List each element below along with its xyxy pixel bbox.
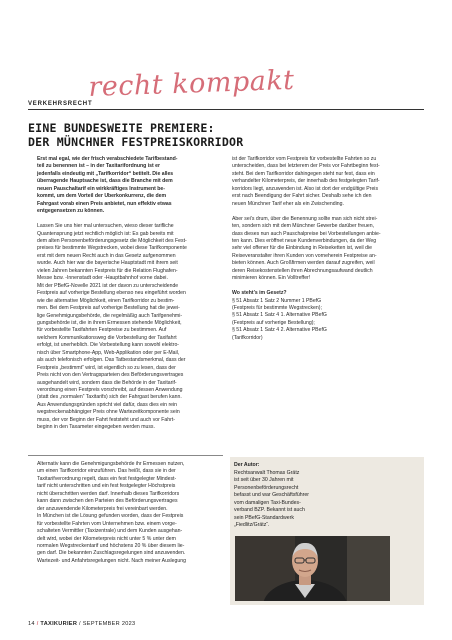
- law-heading: Wo steht’s im Gesetz?: [232, 290, 287, 297]
- text-line: (Festpreis auf vorherige Bestellung);: [232, 319, 315, 326]
- text-line: (Tarifkorridor): [232, 334, 263, 341]
- text-line: sein PBefG-Standardwerk: [234, 514, 294, 521]
- text-line: wie die alternative Möglichkeit, einen Tarifkorridor zu bestim-: [37, 297, 175, 304]
- text-line: [37, 216, 219, 223]
- text-line: Lassen Sie uns hier mal untersuchen, wieso dieser tarifliche: [37, 223, 174, 230]
- text-line: ist der Tarifkorridor vom Festpreis für vorbestellte Fahrten so zu: [232, 156, 377, 162]
- author-info: [234, 462, 309, 530]
- text-line: der anzuwendende Kilometerpreis frei vereinbart werden.: [37, 505, 168, 512]
- text-line: jedenfalls eindeutig mit „Tarifkorridor“ betitelt. Die alles: [37, 170, 174, 177]
- text-line: Festpreis auf vorherige Bestellung ebenso neu eingeführt worden: [37, 290, 186, 297]
- text-line: gungsbehörde ist, die in ihrem Ermessen stehende Möglichkeit,: [37, 319, 182, 326]
- text-line: neuen Pauschaltarif ein wirkkräftiges Instrument be-: [37, 185, 165, 192]
- text-line: vom damaligen Taxi-Bundes-: [234, 499, 301, 506]
- left-column: [37, 156, 219, 432]
- text-line: Taxitarifverordnung regelt, dass ein fest festgelegter Mindest-: [37, 475, 177, 482]
- text-line: Preis nicht von den Vertragsparteien des Beförderungsvertrages: [37, 372, 184, 379]
- text-line: Wartezeit- und Anfahrtsregelungen nicht. Nach meiner Auslegung: [37, 557, 186, 564]
- headline-line-1: EINE BUNDESWEITE PREMIERE:: [28, 121, 215, 135]
- text-line: [232, 208, 428, 215]
- text-line: verordnung einen Festpreis vorschreibt, auf dessen Anwendung: [37, 387, 183, 394]
- text-line: bieten können. Auch Großfirmen werden darauf zugreifen, weil: [232, 260, 375, 267]
- text-line: schalteten Vermittler (Taxizentrale) und dem Kunden ausgehan-: [37, 528, 183, 535]
- text-line: deren Reisekostenstellen ihren Abrechnungsaufwand deutlich: [232, 267, 373, 274]
- text-line: erfolgt, ist unerheblich. Die Vorbestellung kann sowohl elektro-: [37, 342, 180, 349]
- headline: [28, 121, 424, 149]
- text-line: nicht überschritten werden darf. Innerhalb dieses Tarifkorridors: [37, 490, 180, 497]
- text-line: steht. Bei dem Tarifkorridor dahingegen steht nur fest, dass ein: [232, 170, 375, 177]
- text-line: Aus Anwendungsgründen spricht viel dafür, dass dies ein rein: [37, 401, 178, 408]
- text-line: überragende Hauptsache ist, dass die Branche mit dem: [37, 178, 173, 185]
- text-line: kommt, um dem Vorteil der Uberkonkurrenz, die dem: [37, 193, 167, 200]
- text-line: muss, der vor Beginn der Fahrt feststeht und auch vor Fahrt-: [37, 416, 176, 423]
- text-line: Festpreis „bestimmt“ wird, ist eigentlich so zu lesen, dass der: [37, 364, 176, 371]
- text-line: preises für bestimmte Wegstrecken, wobei diese Tarifkomponente: [37, 245, 187, 252]
- text-line: § 51 Absatz 1 Satz 2 Nummer 1 PBefG: [232, 297, 322, 304]
- right-column-body: [232, 156, 428, 290]
- text-line: als auch telefonisch erfolgen. Das Tatbestandsmerkmal, dass der: [37, 357, 186, 364]
- section-label: VERKEHRSRECHT: [28, 101, 93, 107]
- text-line: Rechtsanwalt Thomas Grätz: [234, 469, 300, 476]
- text-line: für vorbestellte Taxifahrten Festpreise zu bestimmen. Auf: [37, 327, 167, 334]
- law-references: [232, 298, 428, 343]
- text-line: dass dieses nun auch Pauschalpreise bei Vorbestellungen anbie-: [232, 230, 381, 237]
- text-line: um einen Tarifkorridor einzuführen. Das heißt, dass sie in der: [37, 468, 176, 475]
- text-line: Messe bzw. -Innenstadt oder -Hauptbahnhof vorne dabei.: [37, 275, 168, 282]
- left-column-lower: [37, 461, 219, 565]
- page-footer: [28, 621, 135, 627]
- text-line: Reiseveranstalter ihren Kunden von vorneherein Festpreise an-: [232, 252, 377, 259]
- text-line: wegstreckenabhängiger Preis ohne Wartezeitkomponente sein: [37, 409, 180, 416]
- text-line: erst nach Beendigung der Fahrt sicher. Deshalb sehe ich den: [232, 193, 372, 200]
- text-line: normalen Wegstreckentarif und höchstens 20 % über diesem lie-: [37, 542, 185, 549]
- magazine-name: TAXIKURIER: [40, 621, 78, 627]
- text-line: für vorbestellte Fahrten vom Unternehmen bzw. einem vorge-: [37, 520, 177, 527]
- author-bio: [234, 470, 309, 530]
- text-line: verhandelter Kilometerpreis, der innerhalb des festgelegten Tarif-: [232, 178, 380, 185]
- text-line: nisch über Smartphone-App, Web-Applikation oder per E-Mail,: [37, 349, 180, 356]
- text-line: Personenbeförderungsrecht: [234, 484, 299, 491]
- headline-line-2: DER MÜNCHNER FESTPREISKORRIDOR: [28, 135, 244, 149]
- author-portrait-icon: [235, 536, 390, 601]
- text-line: welchem Kommunikationsweg die Vorbestellung der Taxifahrt: [37, 334, 177, 341]
- text-line: ausgehandelt wird, sondern dass die Behörde in der Taxitarif-: [37, 379, 177, 386]
- text-line: unterscheiden, dass bei letzterem der Preis vor Fahrtbeginn fest-: [232, 163, 380, 170]
- page-number: 14: [28, 621, 35, 627]
- text-line: Aber sei’s drum, über die Benennung sollte man sich nicht strei-: [232, 215, 378, 222]
- text-line: korridors liegt, anzuwenden ist. Also ist dort der endgültige Preis: [232, 185, 379, 192]
- section-rule: [28, 109, 424, 110]
- text-line: Mit der PBefG-Novelle 2021 ist der davon zu unterscheidende: [37, 282, 179, 289]
- text-line: dem alten Personenbeförderungsgesetz die Möglichkeit des Fest-: [37, 237, 187, 244]
- footer-separator: /: [36, 621, 41, 627]
- text-line: ten kann. Dies eröffnet neue Kundenverbindungen, da der Weg: [232, 237, 377, 244]
- text-line: befasst und war Geschäftsführer: [234, 492, 309, 498]
- footer-separator-2: /: [79, 621, 83, 627]
- text-line: „Fiedlitz/Grätz“.: [234, 522, 270, 528]
- text-line: neuen Münchner Tarif eher als ein Zwischending.: [232, 200, 344, 207]
- text-line: entgegensetzen zu können.: [37, 208, 105, 215]
- text-line: teil zu benennen ist – in der Taxitarifordnung ist er: [37, 163, 161, 170]
- right-column: [232, 156, 428, 342]
- text-line: Fahrgast vorab einen Preis anbietet, nun effektiv etwas: [37, 200, 172, 207]
- text-line: men. Bei dem Festpreis auf vorherige Bestellung hat die jewei-: [37, 305, 180, 312]
- issue-date: SEPTEMBER 2023: [82, 621, 136, 627]
- text-line: ist seit über 30 Jahren mit: [234, 477, 294, 483]
- text-line: wurde. Auch hier war die bayerische Hauptstadt mit ihrem seit: [37, 260, 178, 267]
- text-line: § 51 Absatz 1 Satz 4 1. Alternative PBefG: [232, 312, 327, 319]
- text-line: delt wird, wobei der Kilometerpreis nicht unter 5 % unter dem: [37, 535, 176, 542]
- text-line: Quantensprung jetzt rechtlich möglich ist: Es gab bereits mit: [37, 230, 174, 237]
- text-line: lige Genehmigungsbehörde, die regelmäßig auch Tarifgenehmi-: [37, 312, 183, 319]
- text-line: [232, 283, 428, 290]
- author-photo: [235, 536, 390, 601]
- text-line: vielen Jahren bekannten Festpreis für die Relation Flughafen-: [37, 267, 178, 274]
- text-line: sehr viel offener für die Einbindung in Reiseketten ist, weil die: [232, 245, 372, 252]
- text-line: tarif nicht unterschritten und ein fest festgelegter Höchstpreis: [37, 483, 176, 490]
- author-heading: Der Autor:: [234, 462, 260, 468]
- column-divider: [28, 455, 223, 456]
- text-line: Erst mal egal, wie der frisch verabschiedete Tarifbestand-: [37, 156, 178, 162]
- text-line: Alternativ kann die Genehmigungsbehörde ihr Ermessen nutzen,: [37, 461, 185, 467]
- text-line: In München ist die Lösung gefunden worden, dass der Festpreis: [37, 513, 184, 520]
- text-line: beginn in den Taxameter eingegeben werden muss.: [37, 424, 155, 431]
- text-line: gen darf. Die bekannten Zuschlagsregelungen sind anzuwenden.: [37, 550, 186, 557]
- text-line: § 51 Absatz 1 Satz 4 2. Alternative PBefG: [232, 327, 327, 334]
- text-line: minimieren können. Ein Volltreffer!: [232, 275, 311, 282]
- text-line: kann dann zwischen den Parteien des Beförderungsvertrages: [37, 498, 178, 505]
- text-line: (Festpreis für bestimmte Wegstrecken);: [232, 305, 322, 312]
- text-line: (statt des „normalen“ Taxitarifs) sich der Fahrgast berufen kann.: [37, 394, 182, 401]
- text-line: erst mit dem neuen Recht auch in das Gesetz aufgenommen: [37, 252, 176, 259]
- section-script-title: recht kompakt: [87, 64, 296, 103]
- text-line: ten, sondern sich mit dem Münchner Gewerbe darüber freuen,: [232, 223, 375, 230]
- text-line: verband BZP. Bekannt ist auch: [234, 507, 305, 513]
